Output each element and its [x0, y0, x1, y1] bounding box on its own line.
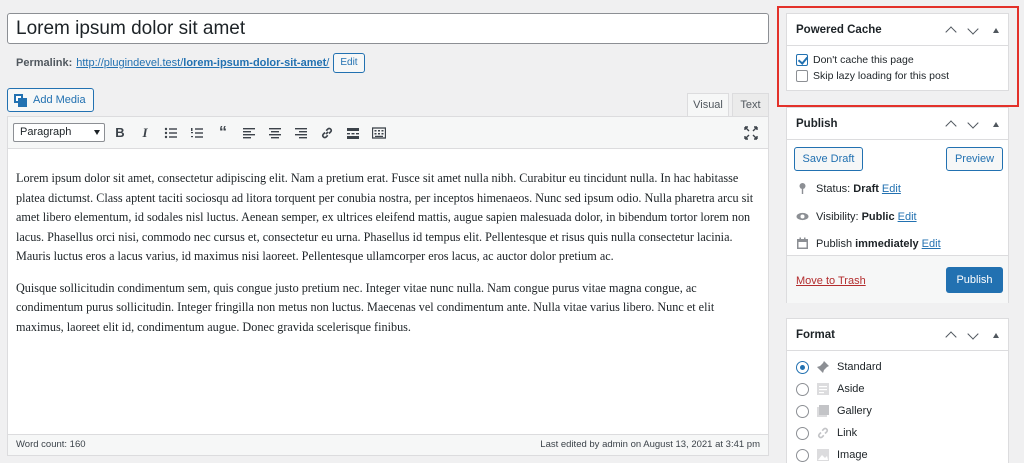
move-up-icon[interactable] — [947, 14, 955, 49]
publish-title: Publish — [796, 118, 838, 130]
format-label: Aside — [837, 383, 865, 395]
content-paragraph: Quisque sollicitudin condimentum sem, quis congue justo pretium nec. Integer vitae nunc nulla. Nam congue purus vitae magna congue, ac condimentum purus sollicitudin. Integer fringilla non metus non luctus. Maecenas vel condimentum ante. Nulla vitae varius libero. Nunc et elit maximus, laoreet elit id, condimentum augue. Donec gravida scelerisque finibus. — [16, 280, 715, 334]
format-radio[interactable] — [796, 449, 809, 462]
format-option-image[interactable] — [796, 448, 868, 462]
pin-icon — [796, 182, 809, 195]
tab-text[interactable]: Text — [732, 93, 769, 117]
fullscreen-icon[interactable] — [742, 124, 760, 142]
visibility-edit-link[interactable]: Edit — [897, 210, 917, 223]
aside-icon — [816, 382, 830, 396]
add-media-button[interactable] — [7, 88, 94, 112]
paragraph-format-select[interactable] — [13, 123, 105, 142]
status-value: Draft — [853, 182, 879, 195]
move-down-icon[interactable] — [969, 319, 977, 351]
calendar-icon — [796, 237, 809, 250]
publish-button[interactable]: Publish — [946, 267, 1003, 293]
editor-content[interactable] — [8, 149, 768, 337]
numbered-list-icon[interactable] — [188, 124, 206, 142]
permalink — [16, 53, 365, 73]
media-icon — [14, 94, 28, 107]
align-right-icon[interactable] — [292, 124, 310, 142]
publish-header — [787, 108, 1008, 140]
post-title-input[interactable]: Lorem ipsum dolor sit amet — [7, 13, 769, 44]
collapse-icon[interactable] — [993, 319, 999, 351]
schedule-row — [796, 237, 941, 250]
powered-cache-box — [786, 13, 1009, 91]
bold-icon[interactable]: B — [115, 125, 125, 140]
format-option-standard[interactable] — [796, 360, 882, 374]
format-option-link[interactable] — [796, 426, 857, 440]
permalink-url-slug: lorem-ipsum-dolor-sit-amet — [183, 57, 327, 69]
last-edited: Last edited by admin on August 13, 2021 at 3:41 pm — [540, 439, 760, 450]
skip-lazy-option[interactable] — [796, 68, 999, 84]
powered-cache-header — [787, 14, 1008, 46]
move-down-icon[interactable] — [969, 108, 977, 140]
move-to-trash-link[interactable]: Move to Trash — [796, 275, 866, 287]
skip-lazy-checkbox[interactable] — [796, 70, 808, 82]
dont-cache-label: Don't cache this page — [813, 54, 914, 66]
format-label: Link — [837, 427, 858, 439]
word-count: Word count: 160 — [16, 439, 86, 450]
schedule-value: immediately — [855, 237, 919, 250]
status-row — [796, 182, 901, 195]
image-icon — [816, 448, 830, 462]
status-edit-link[interactable]: Edit — [881, 182, 901, 195]
collapse-icon[interactable] — [993, 14, 999, 46]
editor-status-bar — [8, 434, 768, 455]
move-down-icon[interactable] — [969, 14, 977, 46]
publish-actions — [787, 255, 1008, 303]
format-radio[interactable] — [796, 383, 809, 396]
format-radio[interactable] — [796, 405, 809, 418]
format-select-value: Paragraph — [20, 126, 72, 138]
collapse-icon[interactable] — [993, 108, 999, 140]
read-more-icon[interactable] — [344, 124, 362, 142]
schedule-label: Publish — [816, 237, 853, 250]
permalink-url-base: http://plugindevel.test/ — [76, 57, 184, 69]
permalink-url-end: / — [326, 57, 330, 69]
align-center-icon[interactable] — [266, 124, 284, 142]
powered-cache-title: Powered Cache — [796, 24, 882, 36]
format-header — [787, 319, 1008, 351]
format-box — [786, 318, 1009, 463]
eye-icon — [796, 210, 809, 223]
gallery-icon — [816, 404, 830, 418]
italic-icon[interactable]: I — [142, 125, 148, 140]
blockquote-icon[interactable]: “ — [219, 124, 227, 141]
move-up-icon[interactable] — [947, 108, 955, 143]
link-icon[interactable] — [318, 124, 336, 142]
save-draft-button[interactable]: Save Draft — [794, 147, 863, 171]
pushpin-icon — [816, 360, 830, 374]
dont-cache-checkbox[interactable] — [796, 54, 808, 66]
permalink-link[interactable] — [76, 56, 329, 70]
move-up-icon[interactable] — [947, 319, 955, 354]
skip-lazy-label: Skip lazy loading for this post — [813, 70, 949, 82]
preview-button[interactable]: Preview — [946, 147, 1003, 171]
chevron-down-icon — [94, 130, 100, 135]
format-option-aside[interactable] — [796, 382, 865, 396]
schedule-edit-link[interactable]: Edit — [921, 237, 941, 250]
format-option-gallery[interactable] — [796, 404, 872, 418]
align-left-icon[interactable] — [240, 124, 258, 142]
format-label: Image — [837, 449, 868, 461]
format-label: Gallery — [837, 405, 872, 417]
format-title: Format — [796, 329, 835, 341]
status-label: Status: — [816, 182, 851, 195]
format-radio[interactable] — [796, 361, 809, 374]
permalink-label: Permalink: — [16, 57, 73, 69]
publish-box — [786, 107, 1009, 303]
editor-toolbar — [8, 117, 768, 149]
bullet-list-icon[interactable] — [162, 124, 180, 142]
toolbar-toggle-icon[interactable] — [370, 124, 388, 142]
add-media-label: Add Media — [33, 94, 86, 106]
format-label: Standard — [837, 361, 882, 373]
editor — [7, 116, 769, 456]
link-icon — [816, 426, 830, 440]
tab-visual[interactable]: Visual — [687, 93, 729, 117]
format-radio[interactable] — [796, 427, 809, 440]
permalink-edit-button[interactable]: Edit — [333, 53, 364, 73]
visibility-value: Public — [861, 210, 895, 223]
dont-cache-option[interactable] — [796, 52, 999, 68]
visibility-row — [796, 210, 917, 223]
content-paragraph: Lorem ipsum dolor sit amet, consectetur adipiscing elit. Nam a pretium erat. Fusce sit amet nulla nibh. Curabitur eu tincidunt nulla. In hac habitasse platea dictumst. Class aptent taciti sociosqu ad litora torquent per conubia nostra, per inceptos himenaeos. Nunc sed ipsum odio. Nulla pharetra arcu sit amet libero elementum, id sodales nisl luctus. Aenean semper, ex ultrices eleifend mattis, augue sapien malesuada dolor, in bibendum tortor lorem non lacus. Phasellus orci nisi, commodo nec cursus et, consectetur eu urna. Phasellus id tempus elit. Pellentesque et risus quis nulla consectetur lacinia. Mauris luctus eros a lacus varius, id maximus nisi laoreet. Pellentesque ullamcorper eros lacus, ac auctor dolor pretium ac. — [16, 171, 754, 263]
visibility-label: Visibility: — [816, 210, 859, 223]
